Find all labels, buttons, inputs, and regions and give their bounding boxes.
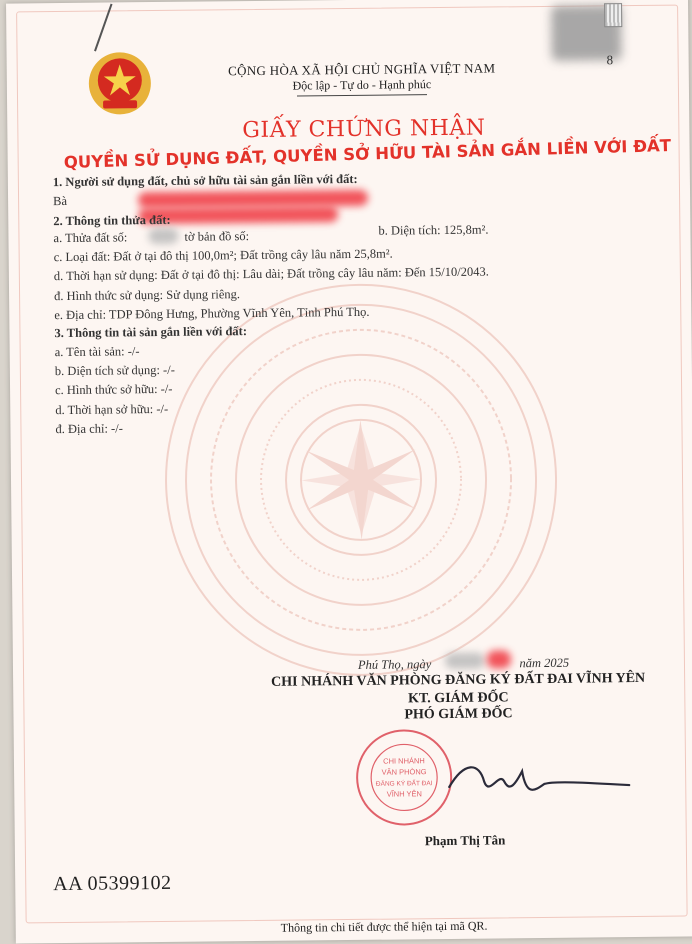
section3-heading: 3. Thông tin tài sản gắn liền với đất: <box>54 324 248 341</box>
land-type: c. Loại đất: Đất ở tại đô thị 100,0m²; Đất trồng cây lâu năm 25,8m². <box>53 246 393 265</box>
qr-footer-note: Thông tin chi tiết được thể hiện tại mã QR. <box>280 918 488 935</box>
signer-name: Phạm Thị Tân <box>424 832 506 849</box>
handwritten-signature <box>444 755 635 807</box>
issuing-office: CHI NHÁNH VĂN PHÒNG ĐĂNG KÝ ĐẤT ĐAI VĨNH YÊN <box>271 670 646 690</box>
serial-number: AA 05399102 <box>53 871 172 896</box>
address: e. Địa chỉ: TDP Đông Hưng, Phường Vĩnh Yên, Tỉnh Phú Thọ. <box>54 304 370 323</box>
qr-code-icon <box>604 3 622 27</box>
signer-role-1: KT. GIÁM ĐỐC <box>408 690 509 707</box>
asset-name: a. Tên tài sản: -/- <box>54 344 140 360</box>
area: b. Diện tích: 125,8m². <box>378 222 489 238</box>
country-name: CỘNG HÒA XÃ HỘI CHỦ NGHĨA VIỆT NAM <box>228 60 496 79</box>
usage-term: d. Thời hạn sử dụng: Đất ở tại đô thị: Lâu dài; Đất trồng cây lâu năm: Đến 15/10/2043. <box>53 264 489 284</box>
date-suffix: năm 2025 <box>519 655 570 671</box>
ownership-form: c. Hình thức sở hữu: -/- <box>54 381 173 398</box>
certificate-subtitle: QUYỀN SỬ DỤNG ĐẤT, QUYỀN SỞ HỮU TÀI SẢN GẮN LIỀN VỚI ĐẤT <box>63 136 672 172</box>
parcel-number: a. Thửa đất số: <box>53 230 128 246</box>
official-stamp-icon <box>354 727 455 828</box>
map-sheet: tờ bản đồ số: <box>184 229 250 244</box>
redacted-date-mark <box>487 650 511 668</box>
signer-role-2: PHÓ GIÁM ĐỐC <box>404 706 513 723</box>
national-emblem-icon <box>87 50 154 117</box>
redacted-owner-name <box>138 190 368 208</box>
usage-form: đ. Hình thức sử dụng: Sử dụng riêng. <box>54 287 241 304</box>
redacted-parcel-number <box>148 228 178 244</box>
section2-heading: 2. Thông tin thửa đất: <box>53 212 171 229</box>
stamp-line-3: ĐĂNG KÝ ĐẤT ĐAI <box>375 780 433 788</box>
certificate-paper <box>6 0 692 944</box>
owner-prefix: Bà <box>53 193 68 209</box>
certificate-title: GIẤY CHỨNG NHẬN <box>242 115 486 144</box>
asset-address: đ. Địa chỉ: -/- <box>55 421 123 437</box>
section1-heading: 1. Người sử dụng đất, chủ sở hữu tài sản gắn liền với đất: <box>52 171 358 190</box>
asset-area: b. Diện tích sử dụng: -/- <box>54 362 175 379</box>
stamp-line-1: CHI NHÁNH <box>383 756 425 766</box>
ownership-term: d. Thời hạn sở hữu: -/- <box>55 401 169 418</box>
stamp-line-4: VĨNH YÊN <box>386 789 423 799</box>
corner-code: 8 <box>606 52 614 68</box>
stamp-line-2: VĂN PHÒNG <box>381 767 427 777</box>
redacted-date <box>445 653 485 669</box>
date-prefix: Phú Thọ, ngày <box>357 657 432 672</box>
national-motto: Độc lập - Tự do - Hạnh phúc <box>292 77 432 93</box>
